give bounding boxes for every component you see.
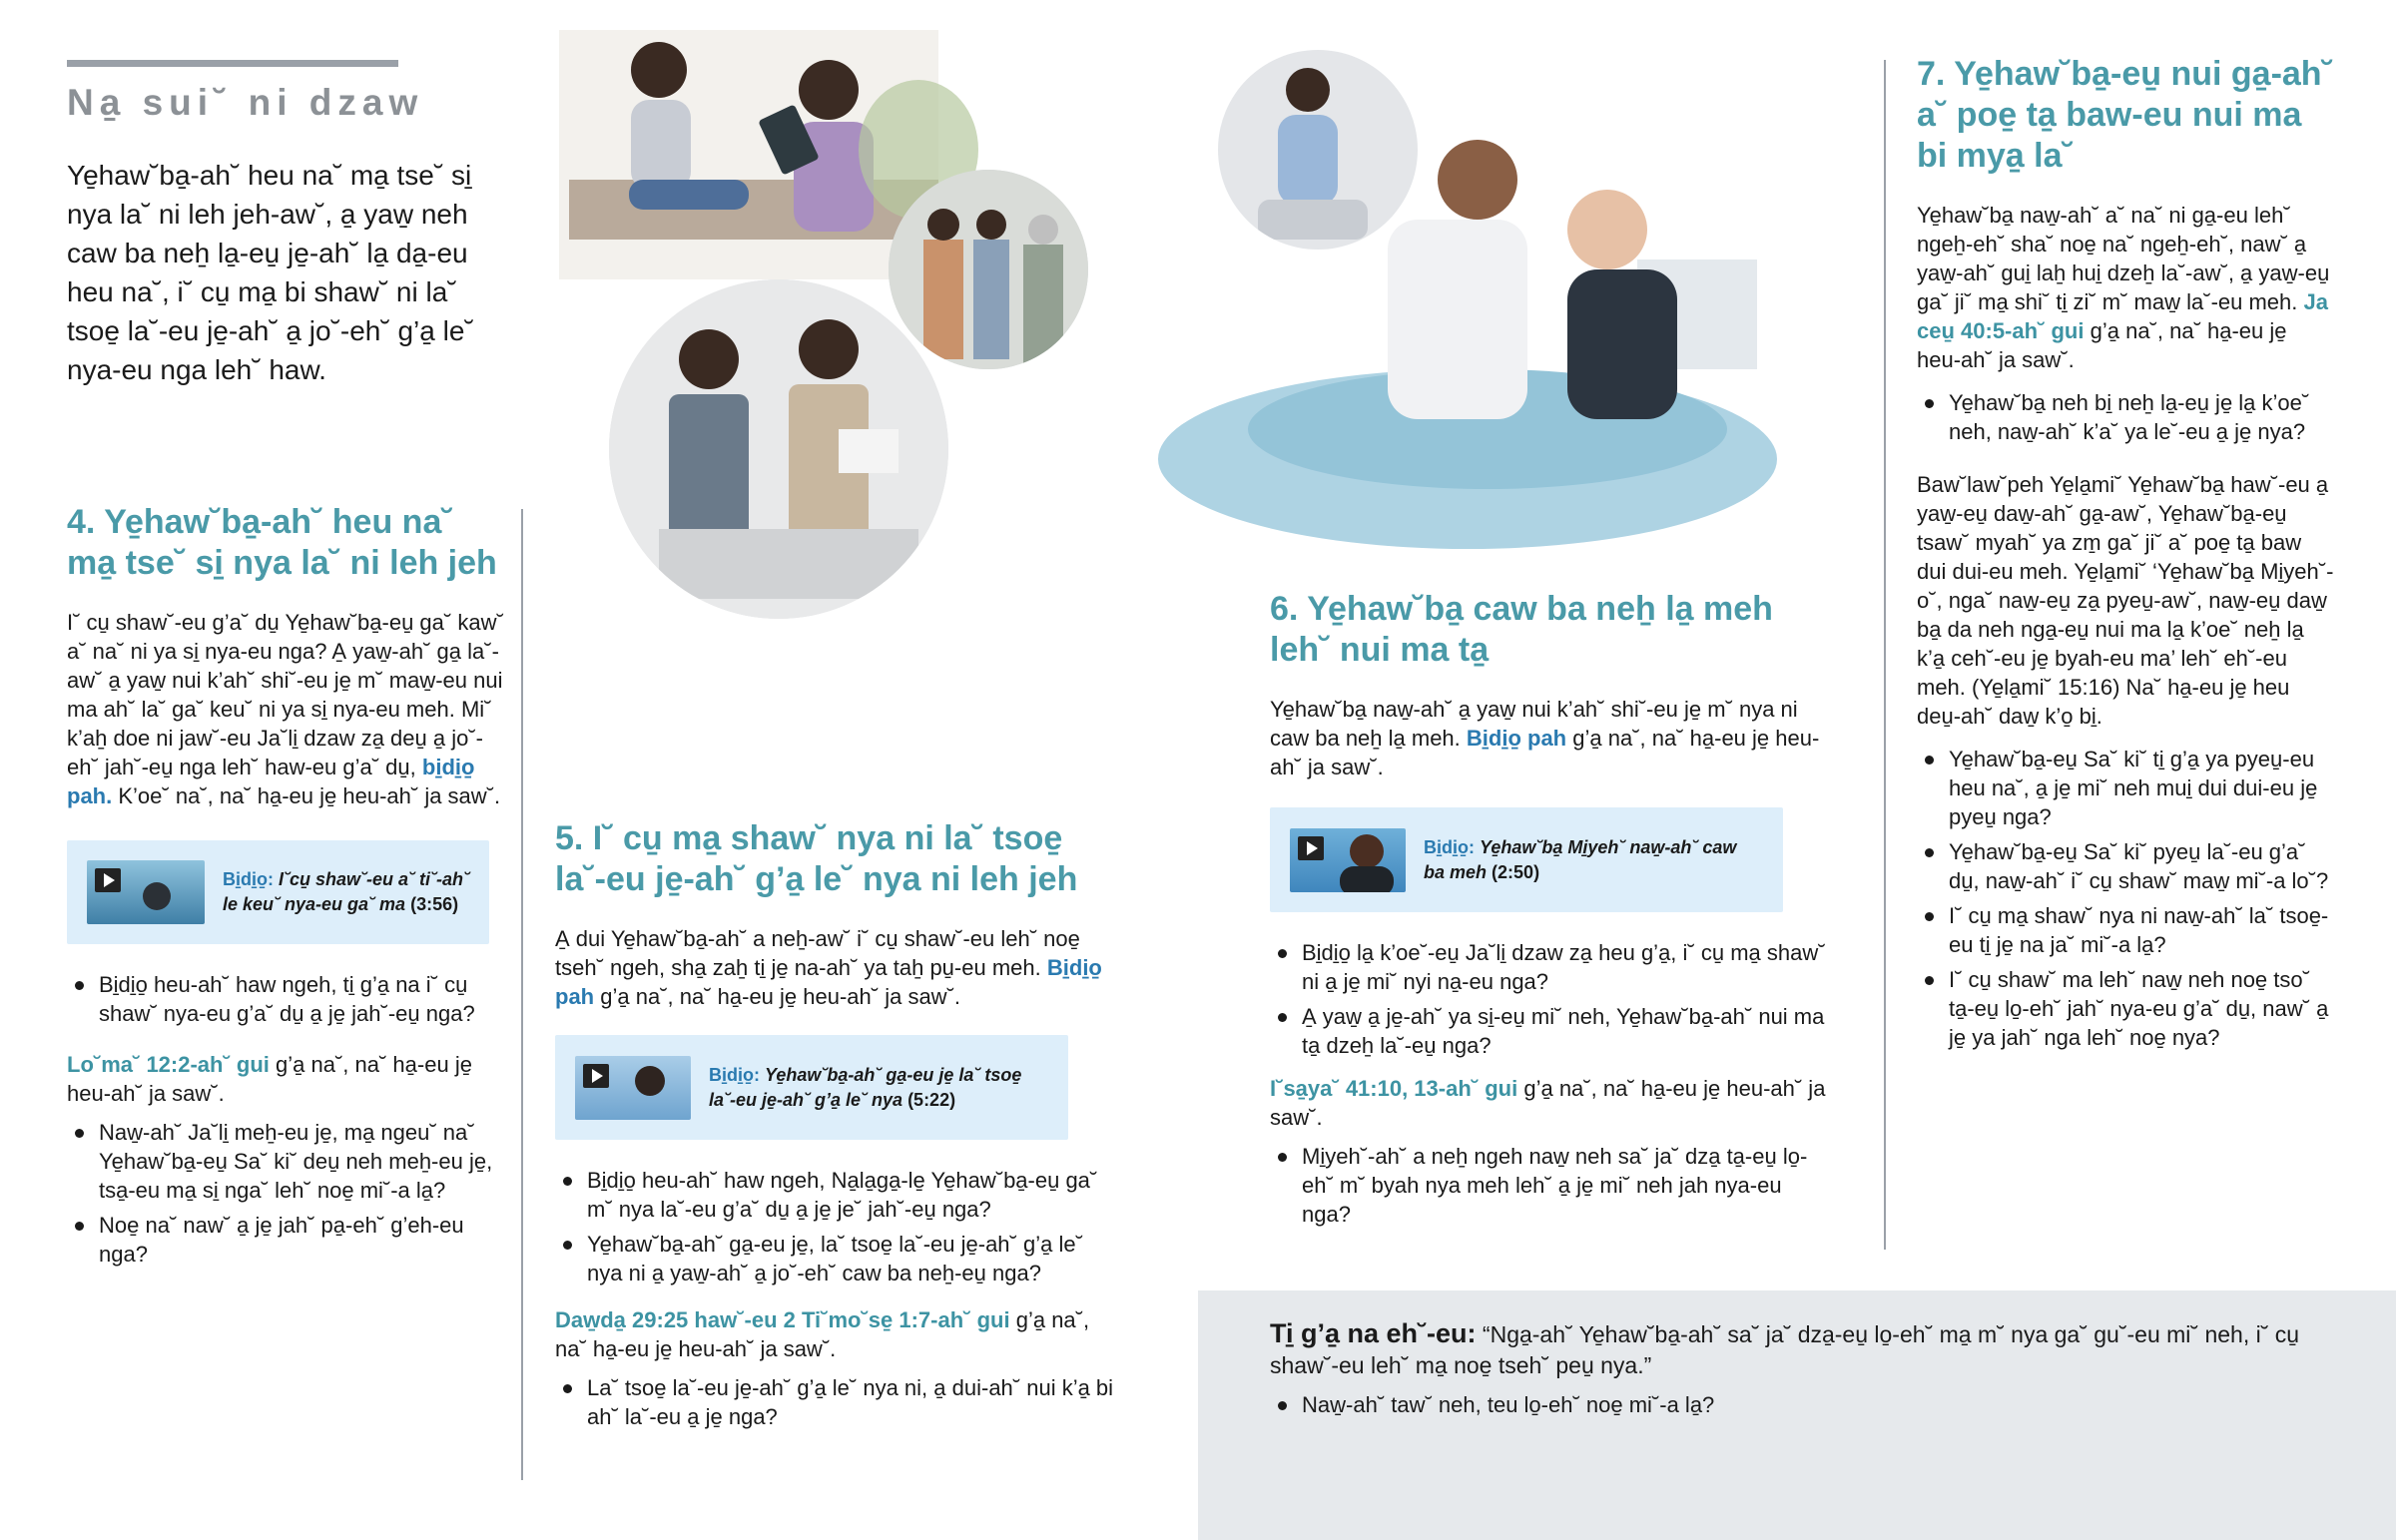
section-7-body: Ye̱haw˘ba̱ naw̱-ah˘ a˘ na˘ ni ga̱-eu leh˘ ngeẖ-eh˘ sha˘ noe̱ na˘ ngeẖ-eh˘, naw˘ a̱ yaw̱-ah˘ gui̱ laẖ hui̱ dzeẖ la˘-aw˘, a̱ yaw̱-eu̱ ga˘ ji˘ ma̱ shi˘ ti̱ zi˘ m˘ maw̱ la˘-eu meh. Ja ceu̱ 40:5-ah˘ gui g’a̱ na˘, na˘ ha̱-eu je̱ heu-ah˘ ja saw˘. [1917,203,2330,372]
section-5 [555,818,1114,1437]
scripture-reference-line: Daw̱da̱ 29:25 haw˘-eu 2 Ti˘mo˘se̱ 1:7-ah˘ gui g’a̱ na˘, na˘ ha̱-eu je̱ heu-ah˘ ja saw˘. [555,1307,1090,1361]
scripture-link[interactable]: Ja ceu̱ 40:5-ah˘ gui [1917,289,2328,343]
illustration-group-right [1078,30,1777,589]
video-thumbnail[interactable] [87,860,205,924]
video-thumbnail[interactable] [1290,828,1406,892]
takeaway-box [1198,1290,2396,1540]
section-4-title: 4. Ye̱haw˘ba̱-ah˘ heu na˘ ma̱ tse˘ si̱ nya la˘ ni leh jeh [67,503,497,582]
header-rule [67,60,398,67]
discussion-question: Naw̱-ah˘ taw˘ neh, teu lo̱-eh˘ noe̱ mi˘-a la̱? [1270,1390,2348,1419]
discussion-question: Bi̱di̱o̱ la̱ k’oe˘-eu̱ Ja˘li̱ dzaw za̱ heu g’a̱, i˘ cu̱ ma̱ shaw˘ ni a̱ je̱ mi˘ nyi na̱-eu nga? [1270,938,1829,996]
discussion-question: Mi̱yeh˘-ah˘ a neẖ ngeh naw̱ neh sa˘ ja˘ dza̱ ta̱-eu̱ lo̱-eh˘ m˘ byah nya meh leh˘ a̱ je̱ mi˘ neh jah nya-eu nga? [1270,1142,1829,1229]
discussion-question: Bi̱di̱o̱ heu-ah˘ haw ngeh, ti̱ g’a̱ na i˘ cu̱ shaw˘ nya-eu g’a˘ du̱ a̱ je̱ jah˘-eu̱ nga? [67,970,506,1028]
discussion-question: Ye̱haw˘ba̱ neh bi̱ neẖ la̱-eu̱ je̱ la̱ k’oe˘ neh, naw̱-ah˘ k’a˘ ya le˘-eu a̱ je̱ nya? [1917,388,2336,446]
video-thumbnail[interactable] [575,1056,691,1120]
section-kicker: Na̱ sui˘ ni dzaw [67,82,424,123]
play-icon[interactable] [583,1064,609,1088]
discussion-question: Naw̱-ah˘ Ja˘li̱ meẖ-eu je̱, ma̱ ngeu˘ na˘ Ye̱haw˘ba̱-eu̱ Sa˘ ki˘ deu̱ neh meẖ-eu je̱, tsa̱-eu ma̱ si̱ nga˘ leh˘ noe̱ mi˘-a la̱? [67,1118,506,1205]
discussion-question: I˘ cu̱ shaw˘ ma leh˘ naw̱ neh noe̱ tso˘ ta̱-eu̱ lo̱-eh˘ jah˘ nya-eu g’a˘ du̱, naw˘ a̱ je̱ ya jah˘ nga leh˘ noe̱ nya? [1917,965,2336,1052]
video-card[interactable]: Bi̱di̱o̱: I˘cu̱ shaw˘-eu a˘ ti˘-ah˘ le keu˘ nya-eu ga˘ ma (3:56) [67,840,489,944]
scripture-reference-line: I˘sa̱ya˘ 41:10, 13-ah˘ gui g’a̱ na˘, na˘ ha̱-eu je̱ heu-ah˘ ja saw˘. [1270,1076,1826,1130]
discussion-question: A̱ yaw̱ a̱ je̱-ah˘ ya si̱-eu̱ mi˘ neh, Ye̱haw˘ba̱-ah˘ nui ma ta̱ dzeẖ la˘-eu̱ nga? [1270,1002,1829,1060]
play-icon[interactable] [95,868,121,892]
discussion-question: Noe̱ na˘ naw˘ a̱ je̱ jah˘ pa̱-eh˘ g’eh-eu nga? [67,1211,506,1269]
section-6-title: 6. Ye̱haw˘ba̱ caw ba neẖ la̱ meh leh˘ nui ma ta̱ [1270,590,1773,669]
video-link[interactable]: bi̱di̱o̱ pah. [67,755,475,808]
column-divider [521,509,523,1480]
section-7 [1917,54,2336,1058]
section-7-title: 7. Ye̱haw˘ba̱-eu̱ nui ga̱-ah˘ a˘ poe̱ ta̱ baw-eu nui ma bi mya̱ la˘ [1917,55,2333,175]
section-6 [1270,589,1829,1235]
play-icon[interactable] [1298,836,1324,860]
section-6-body: Ye̱haw˘ba̱ naw̱-ah˘ a̱ yaw̱ nui k’ah˘ shi˘-eu je̱ m˘ nya ni caw ba neẖ la̱ meh. Bi̱di̱o̱ pah g’a̱ na˘, na˘ ha̱-eu je̱ heu-ah˘ ja saw˘. [1270,697,1820,779]
intro-paragraph: Ye̱haw˘ba̱-ah˘ heu na˘ ma̱ tse˘ si̱ nya la˘ ni leh jeh-aw˘, a̱ yaw̱ neh caw ba neẖ la̱-eu̱ je̱-ah˘ la̱ da̱-eu heu na˘, i˘ cu̱ ma̱ bi shaw˘ ni la˘ tsoe̱ la˘-eu je̱-ah˘ a̱ jo˘-eh˘ g’a̱ le˘ nya-eu nga leh˘ haw. [67,160,474,385]
scripture-link[interactable]: Lo˘ma˘ 12:2-ah˘ gui [67,1052,270,1077]
section-4-body: I˘ cu̱ shaw˘-eu g’a˘ du̱ Ye̱haw˘ba̱-eu̱ ga˘ kaw˘ a˘ na˘ ni ya si̱ nya-eu nga? A̱ yaw̱-ah˘ ga̱ la˘-aw˘ a̱ yaw̱ nui k’ah˘ shi˘-eu je̱ m˘ maw̱-eu nui ma ah˘ la˘ ga˘ keu˘ ni ya si̱ nya-eu meh. Mi˘ k’aẖ doe ni jaw˘-eu Ja˘li̱ dzaw za̱ deu̱ a̱ jo˘-eh˘ jah˘-eu̱ nga leh˘ haw-eu g’a˘ du̱, bi̱di̱o̱ pah. K’oe˘ na˘, na˘ ha̱-eu je̱ heu-ah˘ ja saw˘. [67,610,504,808]
takeaway-label: Ti̱ g’a̱ na eh˘-eu: [1270,1318,1477,1348]
video-link[interactable]: Bi̱di̱o̱ pah [555,955,1102,1009]
scripture-link[interactable]: Daw̱da̱ 29:25 haw˘-eu 2 Ti˘mo˘se̱ 1:7-ah˘ gui [555,1307,1010,1332]
section-7-body-2: Baw˘law˘peh Ye̱la̱mi˘ Ye̱haw˘ba̱ haw˘-eu a̱ yaw̱-eu̱ daw̱-ah˘ ga̱-aw˘, Ye̱haw˘ba̱-eu̱ tsaw˘ myah˘ ya zm̱ ga˘ ji˘ a˘ poe̱ ta̱ baw dui dui-eu meh. Ye̱la̱mi˘ ‘Ye̱haw˘ba̱ Mi̱yeh˘-o˘, nga˘ naw̱-eu̱ za̱ pyeu̱-aw˘, naw̱-eu̱ daw̱ ba̱ da neh nga̱-eu̱ nui ma la̱ k’oe˘ neẖ la̱ k’a̱ ceh˘-eu je̱ byah-eu ma’ leh˘ eh˘-eu meh. (Ye̱la̱mi˘ 15:16) Na˘ ha̱-eu je̱ heu deu̱-ah˘ daw̱ k’o̱ bi̱. [1917,472,2334,729]
takeaway-text: Ti̱ g’a̱ na eh˘-eu: “Nga̱-ah˘ Ye̱haw˘ba̱-ah˘ sa˘ ja˘ dza̱-eu̱ lo̱-eh˘ ma̱ m˘ nya ga˘ gu˘-eu mi˘ neh, i˘ cu̱ shaw˘-eu leh˘ ma̱ noe̱ tseh˘ peu̱ nya.” [1270,1318,2300,1378]
discussion-question: La˘ tsoe̱ la˘-eu je̱-ah˘ g’a̱ le˘ nya ni, a̱ dui-ah˘ nui k’a̱ bi ah˘ la˘-eu a̱ je̱ nga? [555,1373,1114,1431]
discussion-question: Ye̱haw˘ba̱-ah˘ ga̱-eu je̱, la˘ tsoe̱ la˘-eu je̱-ah˘ g’a̱ le˘ nya ni a̱ yaw̱-ah˘ a̱ jo˘-eh˘ caw ba neẖ-eu̱ nga? [555,1230,1114,1287]
discussion-question: I˘ cu̱ ma̱ shaw˘ nya ni naw̱-ah˘ la˘ tsoe̱-eu ti̱ je̱ na ja˘ mi˘-a la̱? [1917,901,2336,959]
video-card[interactable]: Bi̱di̱o̱: Ye̱haw˘ba̱-ah˘ ga̱-eu je̱ la˘ tsoe̱ la˘-eu je̱-ah˘ g’a̱ le˘ nya (5:22) [555,1035,1068,1140]
discussion-question: Ye̱haw˘ba̱-eu̱ Sa˘ ki˘ pyeu̱ la˘-eu g’a˘ du̱, naw̱-ah˘ i˘ cu̱ shaw˘ maw̱ mi˘-a lo˘? [1917,837,2336,895]
column-divider [1884,60,1886,1250]
discussion-question: Bi̱di̱o̱ heu-ah˘ haw ngeh, Na̱la̱ga̱-le̱ Ye̱haw˘ba̱-eu̱ ga˘ m˘ nya la˘-eu g’a˘ du̱ a̱ je̱ je˘ jah˘-eu̱ nga? [555,1166,1114,1224]
video-card[interactable]: Bi̱di̱o̱: Ye̱haw˘ba̱ Mi̱yeh˘ naw̱-ah˘ caw ba meh (2:50) [1270,807,1783,912]
discussion-question: Ye̱haw˘ba̱-eu̱ Sa˘ ki˘ ti̱ g’a̱ ya pyeu̱-eu heu na˘, a̱ je̱ mi˘ neh mui̱ dui dui-eu je̱ pyeu̱ nga? [1917,745,2336,831]
video-link[interactable]: Bi̱di̱o̱ pah [1466,726,1567,751]
scripture-reference-line: Lo˘ma˘ 12:2-ah˘ gui g’a̱ na˘, na˘ ha̱-eu je̱ heu-ah˘ ja saw˘. [67,1052,472,1106]
section-5-title: 5. I˘ cu̱ ma̱ shaw˘ nya ni la˘ tsoe̱ la˘-eu je̱-ah˘ g’a̱ le˘ nya ni leh jeh [555,819,1078,898]
section-4 [67,502,506,1275]
section-5-body: A̱ dui Ye̱haw˘ba̱-ah˘ a neẖ-aw˘ i˘ cu̱ shaw˘-eu leh˘ noe̱ tseh˘ ngeh, sha̱ zaẖ ti̱ je̱ na-ah˘ ya taẖ pu̱-eu meh. Bi̱di̱o̱ pah g’a̱ na˘, na˘ ha̱-eu je̱ heu-ah˘ ja saw˘. [555,926,1102,1009]
scripture-link[interactable]: I˘sa̱ya˘ 41:10, 13-ah˘ gui [1270,1076,1518,1101]
